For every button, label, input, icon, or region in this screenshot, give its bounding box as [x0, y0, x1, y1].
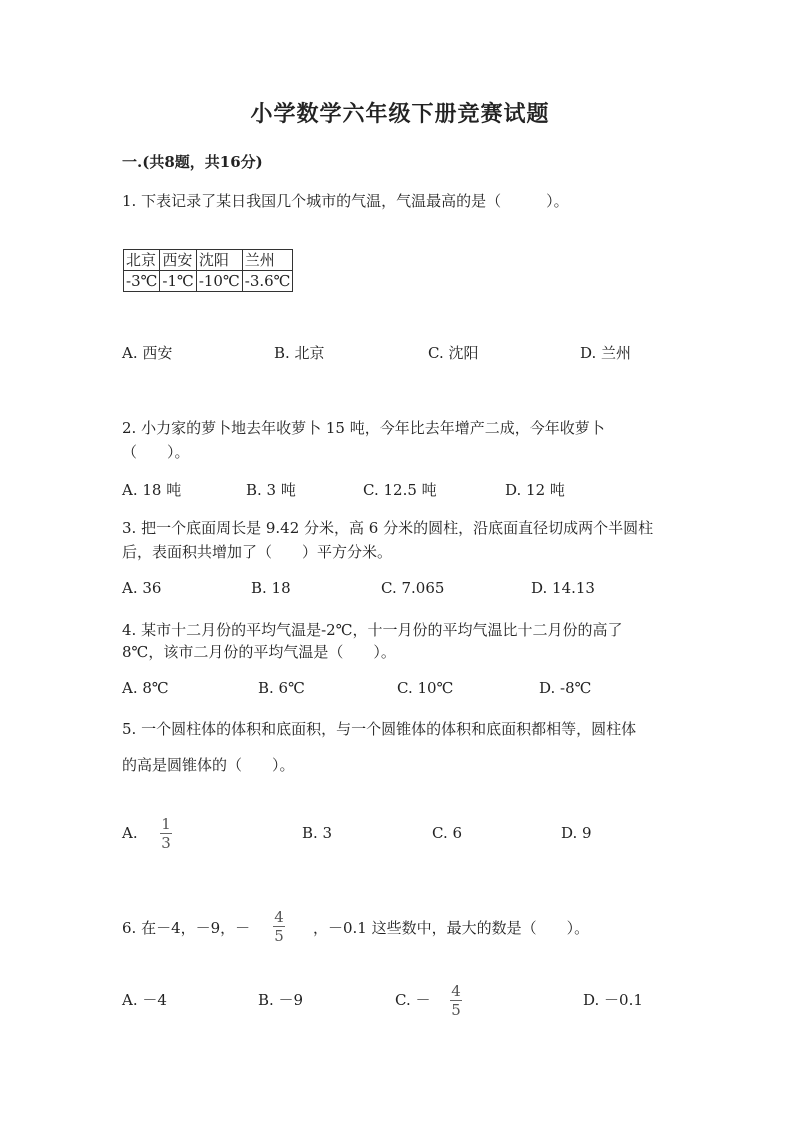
- q2-option-c[interactable]: C. 12.5 吨: [363, 481, 437, 499]
- table-cell: 兰州: [242, 250, 293, 271]
- q6-option-c-label[interactable]: C. －: [395, 991, 431, 1009]
- question-6-suffix: ，－0.1 这些数中，最大的数是（ ）。: [313, 919, 590, 937]
- question-6-fraction: [273, 909, 285, 944]
- table-cell: 北京: [124, 250, 160, 271]
- q5-option-a-fraction[interactable]: [160, 816, 172, 851]
- q4-option-d[interactable]: D. -8℃: [539, 679, 592, 697]
- table-cell: 沈阳: [196, 250, 242, 271]
- question-6-prefix: 6. 在－4，－9，－: [122, 919, 251, 937]
- fraction-numerator: 4: [274, 908, 284, 926]
- temperature-table: [123, 249, 293, 292]
- fraction-numerator: 1: [161, 815, 171, 833]
- table-cell: -10℃: [196, 271, 242, 292]
- q5-option-d[interactable]: D. 9: [561, 824, 592, 842]
- q2-option-a[interactable]: A. 18 吨: [122, 481, 182, 499]
- q6-option-b[interactable]: B. －9: [258, 991, 304, 1009]
- question-2-line-2: （ ）。: [122, 443, 190, 461]
- q6-option-a[interactable]: A. －4: [122, 991, 167, 1009]
- q5-option-b[interactable]: B. 3: [302, 824, 333, 842]
- question-2-line-1: 2. 小力家的萝卜地去年收萝卜 15 吨，今年比去年增产二成，今年收萝卜: [122, 419, 605, 437]
- q5-option-a-label[interactable]: A.: [122, 824, 138, 842]
- section-heading: 一.(共8题，共16分): [122, 153, 263, 171]
- question-3-line-1: 3. 把一个底面周长是 9.42 分米，高 6 分米的圆柱，沿底面直径切成两个半圆柱: [122, 519, 654, 537]
- table-cell: -3℃: [124, 271, 160, 292]
- table-row-cities: [124, 250, 293, 271]
- q1-option-a[interactable]: A. 西安: [122, 344, 173, 362]
- fraction-denominator: 5: [451, 1001, 461, 1019]
- q3-option-d[interactable]: D. 14.13: [531, 579, 595, 597]
- q3-option-c[interactable]: C. 7.065: [381, 579, 445, 597]
- fraction-denominator: 3: [161, 834, 171, 852]
- q6-option-c-fraction[interactable]: [450, 983, 462, 1018]
- question-5-line-2: 的高是圆锥体的（ ）。: [122, 756, 295, 774]
- q1-option-c[interactable]: C. 沈阳: [428, 344, 479, 362]
- q6-option-d[interactable]: D. －0.1: [583, 991, 643, 1009]
- q3-option-a[interactable]: A. 36: [122, 579, 162, 597]
- table-cell: -3.6℃: [242, 271, 293, 292]
- q2-option-b[interactable]: B. 3 吨: [246, 481, 296, 499]
- q4-option-b[interactable]: B. 6℃: [258, 679, 305, 697]
- q3-option-b[interactable]: B. 18: [251, 579, 291, 597]
- fraction-numerator: 4: [451, 982, 461, 1000]
- q5-option-c[interactable]: C. 6: [432, 824, 463, 842]
- question-4-line-1: 4. 某市十二月份的平均气温是-2℃，十一月份的平均气温比十二月份的高了: [122, 621, 623, 639]
- table-row-temps: [124, 271, 293, 292]
- table-cell: 西安: [160, 250, 196, 271]
- page-title: 小学数学六年级下册竞赛试题: [250, 101, 550, 127]
- question-1-text: 1. 下表记录了某日我国几个城市的气温，气温最高的是（ ）。: [122, 192, 569, 210]
- fraction-denominator: 5: [274, 927, 284, 945]
- table-cell: -1℃: [160, 271, 196, 292]
- question-3-line-2: 后，表面积共增加了（ ）平方分米。: [122, 543, 393, 561]
- q1-option-d[interactable]: D. 兰州: [580, 344, 632, 362]
- q1-option-b[interactable]: B. 北京: [274, 344, 325, 362]
- question-4-line-2: 8℃，该市二月份的平均气温是（ ）。: [122, 643, 396, 661]
- q2-option-d[interactable]: D. 12 吨: [505, 481, 565, 499]
- question-5-line-1: 5. 一个圆柱体的体积和底面积，与一个圆锥体的体积和底面积都相等，圆柱体: [122, 720, 637, 738]
- q4-option-a[interactable]: A. 8℃: [122, 679, 169, 697]
- q4-option-c[interactable]: C. 10℃: [397, 679, 454, 697]
